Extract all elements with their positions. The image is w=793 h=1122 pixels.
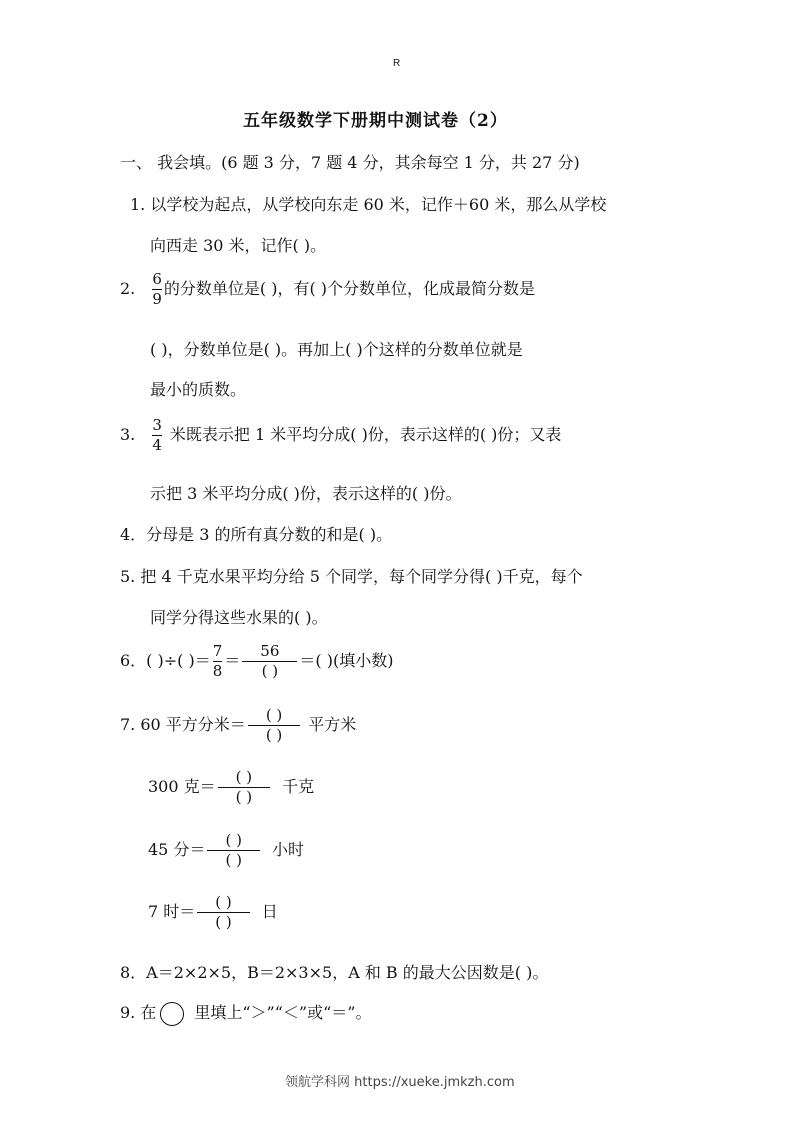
blank-fraction <box>207 833 259 868</box>
fraction-numerator-blank: ( ) <box>265 706 283 724</box>
question-2-number: 2. <box>120 279 136 298</box>
page-title: 五年级数学下册期中测试卷（2） <box>243 111 508 131</box>
unit-label: 千克 <box>282 777 315 796</box>
question-3-line-2: 示把 3 米平均分成( )份，表示这样的( )份。 <box>150 484 462 503</box>
section-heading: 一、 我会填。(6 题 3 分，7 题 4 分，其余每空 1 分，共 27 分) <box>120 153 580 172</box>
question-7-prefix: 7. 60 平方分米＝ <box>120 715 246 734</box>
fraction-denominator-blank: ( ) <box>265 726 283 744</box>
fraction-denominator-blank: ( ) <box>225 851 242 869</box>
question-6-suffix: ＝( )(填小数) <box>299 651 394 670</box>
unit-label: 小时 <box>271 840 304 859</box>
question-3-number: 3. <box>120 425 136 444</box>
question-1-line-2: 向西走 30 米，记作( )。 <box>150 236 327 255</box>
fraction-denominator-blank: ( ) <box>261 662 279 680</box>
equals-sign: ＝ <box>224 651 241 670</box>
fraction-7-8 <box>213 644 223 679</box>
blank-fraction <box>248 708 300 743</box>
question-2-line-1 <box>120 272 535 307</box>
footer-watermark: 领航学科网 https://xueke.jmkzh.com <box>285 1075 515 1090</box>
question-6 <box>120 644 393 679</box>
fraction-numerator-blank: ( ) <box>235 768 253 786</box>
row-prefix: 7 时＝ <box>148 902 196 921</box>
question-4: 4．分母是 3 的所有真分数的和是( )。 <box>120 525 393 544</box>
row-prefix: 300 克＝ <box>148 777 216 796</box>
question-8: 8．A＝2×2×5，B＝2×3×5，A 和 B 的最大公因数是( )。 <box>120 963 549 982</box>
fraction-6-9 <box>152 272 162 307</box>
fraction-denominator-blank: ( ) <box>235 788 253 806</box>
question-9 <box>120 1000 371 1026</box>
fraction-numerator-blank: ( ) <box>225 831 242 849</box>
blank-fraction <box>197 895 249 930</box>
question-3-line-1-text: 米既表示把 1 米平均分成( )份，表示这样的( )份；又表 <box>169 425 562 444</box>
fraction-numerator: 7 <box>212 642 223 660</box>
fraction-numerator: 56 <box>260 642 280 660</box>
question-5-line-2: 同学分得这些水果的( )。 <box>150 608 328 627</box>
question-7-row-4 <box>148 895 278 930</box>
question-2-line-2: ( )，分数单位是( )。再加上( )个这样的分数单位就是 <box>150 340 523 359</box>
fraction-56-blank <box>242 644 297 679</box>
question-2-line-3: 最小的质数。 <box>150 380 247 399</box>
unit-label: 日 <box>261 902 278 921</box>
question-9-suffix: 里填上“＞”“＜”或“＝”。 <box>194 1003 372 1022</box>
fraction-numerator: 3 <box>152 416 162 434</box>
question-1-line-1: 1. 以学校为起点，从学校向东走 60 米，记作＋60 米，那么从学校 <box>130 195 607 214</box>
header-mark: R <box>393 58 401 69</box>
question-7-row-3 <box>148 833 304 868</box>
unit-label: 平方米 <box>308 715 357 734</box>
question-3-line-1 <box>120 418 561 453</box>
fraction-numerator-blank: ( ) <box>215 893 232 911</box>
question-7-row-1 <box>120 708 356 743</box>
fraction-denominator: 9 <box>152 290 162 308</box>
fraction-denominator-blank: ( ) <box>215 913 232 931</box>
question-9-prefix: 9. 在 <box>120 1003 157 1022</box>
blank-fraction <box>218 770 270 805</box>
fraction-numerator: 6 <box>152 270 162 288</box>
comparison-circle <box>160 1002 184 1026</box>
question-6-prefix: 6．( )÷( )＝ <box>120 651 211 670</box>
row-prefix: 45 分＝ <box>148 840 206 859</box>
fraction-3-4 <box>152 418 162 453</box>
fraction-denominator: 4 <box>152 436 162 454</box>
question-7-row-2 <box>148 770 314 805</box>
question-2-line-1-text: 的分数单位是( )，有( )个分数单位，化成最简分数是 <box>163 279 536 298</box>
question-5-line-1: 5. 把 4 千克水果平均分给 5 个同学，每个同学分得( )千克，每个 <box>120 567 583 586</box>
fraction-denominator: 8 <box>212 662 223 680</box>
